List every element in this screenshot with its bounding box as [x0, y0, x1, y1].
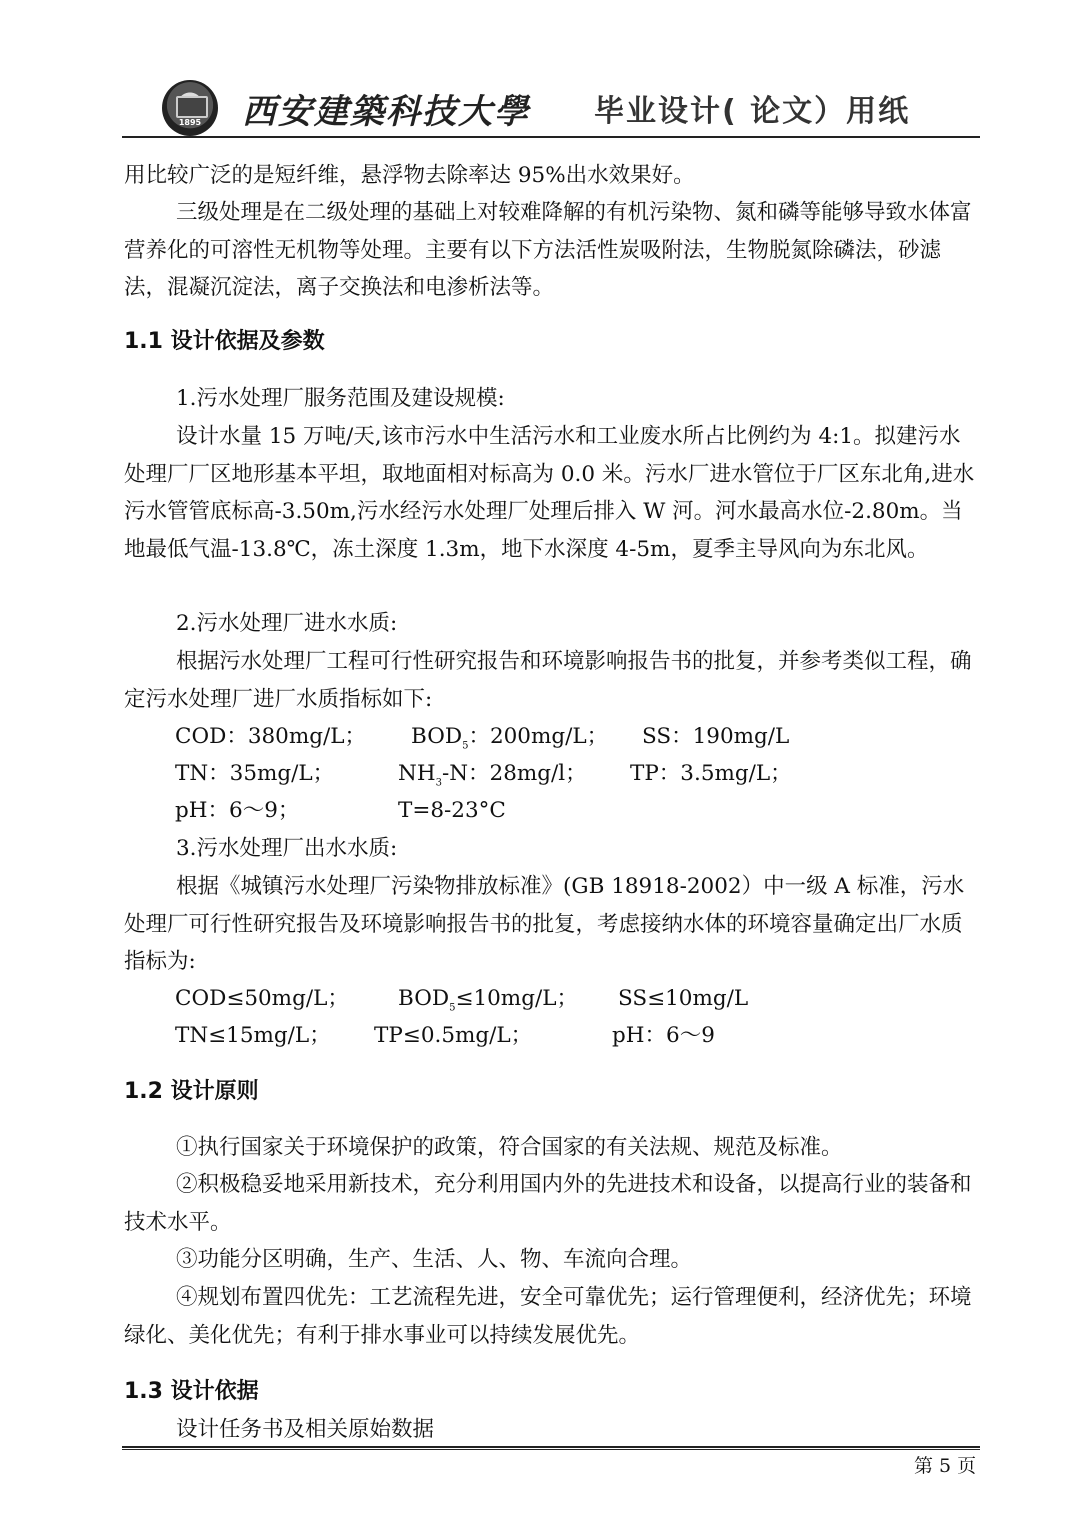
effluent-ss: SS≤10mg/L [618, 986, 749, 1011]
principle-2: ②积极稳妥地采用新技术，充分利用国内外的先进技术和设备，以提高行业的装备和技术水平。 [124, 1172, 972, 1235]
effluent-paragraph: 根据《城镇污水处理厂污染物排放标准》(GB 18918-2002）中一级 A 标准，污水处理厂可行性研究报告及环境影响报告书的批复，考虑接纳水体的环境容量确定出厂水质指标为: [124, 874, 965, 974]
paragraph-tertiary-treatment: 三级处理是在二级处理的基础上对较难降解的有机污染物、氮和磷等能够导致水体富营养化的可溶性无机物等处理。主要有以下方法活性炭吸附法，生物脱氮除磷法，砂滤法，混凝沉淀法，离子交换法和电渗析法等。 [124, 200, 972, 300]
influent-tn: TN：35mg/L； [175, 761, 335, 786]
effluent-tn: TN≤15mg/L； [175, 1023, 331, 1048]
paragraph-continued: 用比较广泛的是短纤维，悬浮物去除率达 95%出水效果好。 [124, 163, 695, 188]
principle-1: ①执行国家关于环境保护的政策，符合国家的有关法规、规范及标准。 [176, 1135, 843, 1160]
subsection-title-2: 2.污水处理厂进水水质: [176, 611, 398, 636]
influent-cod: COD：380mg/L； [175, 724, 367, 749]
header-rule [122, 136, 980, 138]
principle-4: ④规划布置四优先：工艺流程先进，安全可靠优先；运行管理便利，经济优先；环境绿化、美化优先；有利于排水事业可以持续发展优先。 [124, 1285, 972, 1348]
section-heading-1-3: 1.3 设计依据 [124, 1379, 259, 1404]
effluent-bod: $BOD_5\le 10mg/L$； [398, 986, 578, 1014]
influent-temperature: T=8-23°C [398, 798, 506, 823]
influent-paragraph: 根据污水处理厂工程可行性研究报告和环境影响报告书的批复，并参考类似工程，确定污水处理厂进厂水质指标如下: [124, 649, 972, 712]
influent-ph: pH：6～9； [175, 798, 300, 823]
section-heading-1-2: 1.2 设计原则 [124, 1079, 259, 1104]
page-number: 第 5 页 [914, 1455, 977, 1477]
design-basis-text: 设计任务书及相关原始数据 [176, 1417, 435, 1442]
section-heading-1-1: 1.1 设计依据及参数 [124, 329, 325, 354]
subsection-title-3: 3.污水处理厂出水水质: [176, 836, 398, 861]
effluent-tp: TP≤0.5mg/L； [374, 1023, 533, 1048]
effluent-cod: COD≤50mg/L； [175, 986, 349, 1011]
emblem-year: 1895 [178, 118, 202, 127]
emblem-building-icon [176, 96, 208, 118]
principle-3: ③功能分区明确，生产、生活、人、物、车流向合理。 [176, 1247, 693, 1272]
page-header [122, 72, 980, 138]
footer-rule [122, 1446, 980, 1448]
footer-rule-thin [122, 1449, 980, 1450]
influent-tp: TP：3.5mg/L； [630, 761, 792, 786]
effluent-ph: pH：6～9 [612, 1023, 715, 1048]
university-emblem-icon [162, 80, 218, 136]
subsection-title-1: 1.污水处理厂服务范围及建设规模: [176, 386, 505, 411]
header-title: 毕业设计( 论文）用纸 [594, 94, 911, 129]
scale-paragraph: 设计水量 15 万吨/天,该市污水中生活污水和工业废水所占比例约为 4:1。拟建污水处理厂厂区地形基本平坦，取地面相对标高为 0.0 米。污水厂进水管位于厂区东北角,进水污水管管底标高-3.50m,污水经污水处理厂处理后排入 W 河。河水最高水位-2.80m。当地最低气温-13.8℃，冻土深度 1.3m，地下水深度 4-5m，夏季主导风向为东北风。 [124, 424, 975, 562]
influent-bod: $BOD_5$：200mg/L； [411, 724, 609, 752]
university-name: 西安建築科技大學 [242, 92, 530, 132]
influent-ss: SS：190mg/L [642, 724, 790, 749]
influent-nh3n: $NH_3-N$：28mg/l； [398, 761, 587, 789]
